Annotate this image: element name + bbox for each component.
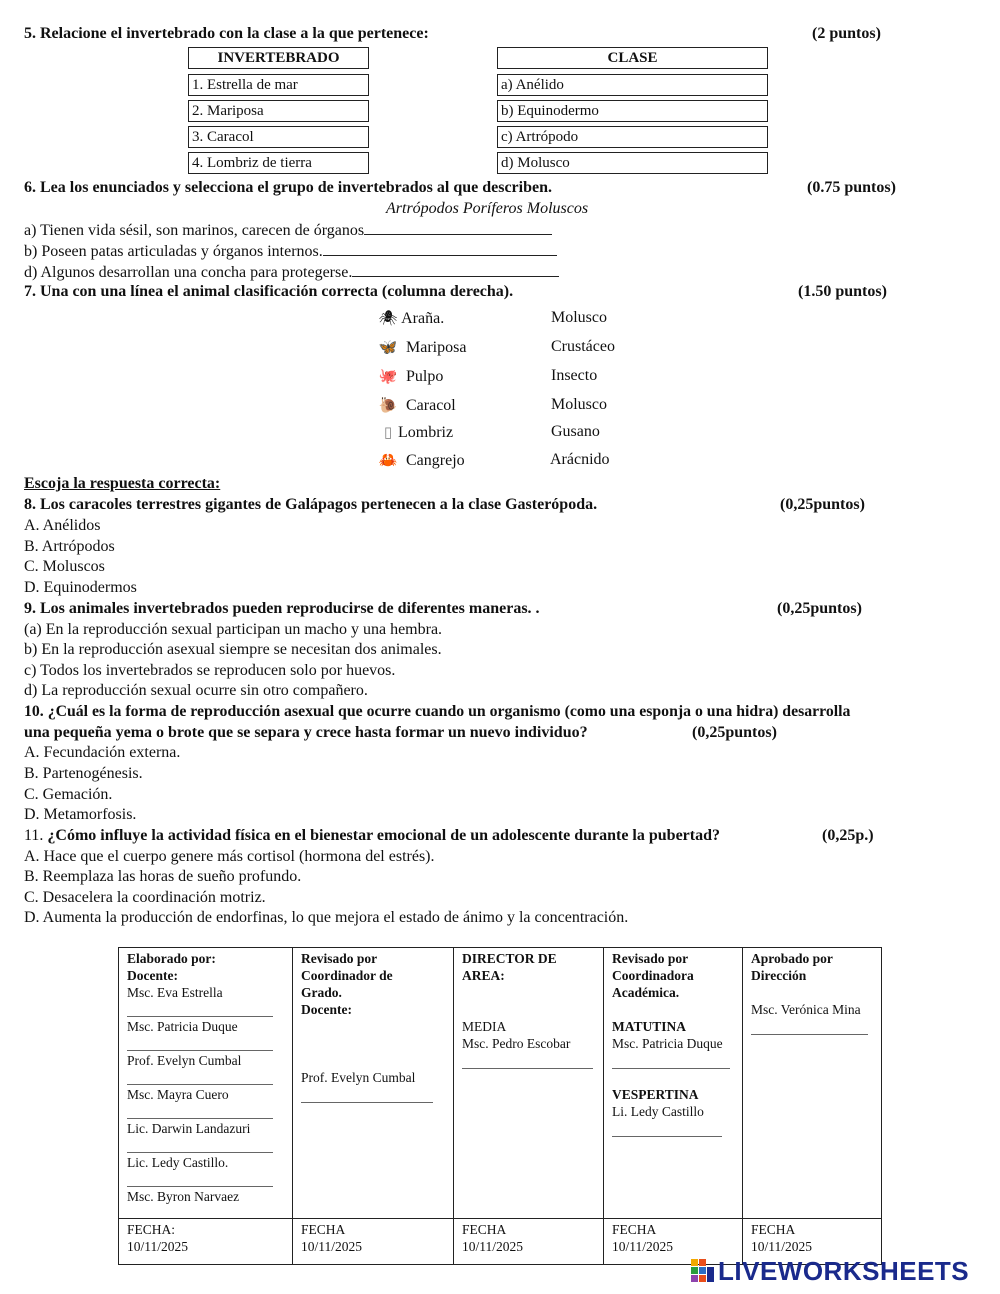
shift-label: VESPERTINA (612, 1087, 699, 1102)
q11-option[interactable]: A. Hace que el cuerpo genere más cortisol (hormona del estrés). (24, 848, 435, 865)
snail-icon: 🐌 (378, 398, 398, 414)
q7-class[interactable]: Gusano (551, 423, 600, 440)
col-heading: Docente: (301, 1002, 352, 1017)
butterfly-icon: 🦋 (378, 340, 398, 356)
fecha-label: FECHA (301, 1222, 346, 1237)
fecha-value: 10/11/2025 (751, 1239, 813, 1254)
shift-label: MATUTINA (612, 1019, 686, 1034)
q5-left-item: 4. Lombriz de tierra (188, 152, 369, 174)
col-heading: Dirección (751, 968, 807, 983)
col-direccion (743, 948, 881, 1264)
fecha-label: FECHA (751, 1222, 796, 1237)
q7-points: (1.50 puntos) (798, 283, 887, 300)
col-heading: Revisado por (301, 951, 378, 966)
fecha-value: 10/11/2025 (462, 1239, 524, 1254)
q7-animal: Lombriz (398, 424, 454, 441)
signature-line (127, 1083, 273, 1085)
q10-points: (0,25puntos) (692, 724, 777, 741)
signature-line (301, 1101, 433, 1103)
q5-right-item: c) Artrópodo (497, 126, 768, 148)
q5-points: (2 puntos) (812, 25, 881, 42)
teacher-name: Msc. Eva Estrella (127, 985, 223, 1000)
q9-option[interactable]: d) La reproducción sexual ocurre sin otro compañero. (24, 682, 368, 699)
worm-icon: ▯ (383, 425, 393, 441)
q7-class[interactable]: Insecto (551, 367, 598, 384)
q10-option[interactable]: A. Fecundación externa. (24, 744, 181, 761)
signer-name: Msc. Verónica Mina (751, 1002, 861, 1017)
q8-points: (0,25puntos) (780, 496, 865, 513)
q7-animal-row[interactable] (378, 423, 453, 442)
q10-option[interactable]: D. Metamorfosis. (24, 806, 137, 823)
col-heading: AREA: (462, 968, 505, 983)
signature-line (127, 1185, 273, 1187)
fecha-value: 10/11/2025 (127, 1239, 189, 1254)
q10-title-line2: una pequeña yema o brote que se separa y crece hasta formar un nuevo individuo? (24, 724, 588, 741)
col-heading: Aprobado por (751, 951, 833, 966)
signer-name: Msc. Pedro Escobar (462, 1036, 571, 1051)
fecha-label: FECHA (612, 1222, 657, 1237)
fecha-label: FECHA (462, 1222, 507, 1237)
q10-option[interactable]: C. Gemación. (24, 786, 113, 803)
q8-option[interactable]: B. Artrópodos (24, 538, 115, 555)
answer-blank[interactable] (364, 220, 552, 235)
q6-item-text: a) Tienen vida sésil, son marinos, carecen de órganos (24, 222, 365, 239)
q5-right-header: CLASE (497, 47, 768, 69)
q7-animal: Cangrejo (406, 452, 465, 469)
signature-line (751, 1033, 868, 1035)
crab-icon: 🦀 (378, 453, 398, 469)
q9-option[interactable]: c) Todos los invertebrados se reproducen solo por huevos. (24, 662, 396, 679)
signer-name: Prof. Evelyn Cumbal (301, 1070, 416, 1085)
col-heading: Coordinador de (301, 968, 393, 983)
signature-line (127, 1117, 273, 1119)
teacher-name: Msc. Mayra Cuero (127, 1087, 229, 1102)
col-heading: DIRECTOR DE (462, 951, 557, 966)
q8-title: 8. Los caracoles terrestres gigantes de Galápagos pertenecen a la clase Gasterópoda. (24, 496, 598, 513)
signature-line (612, 1067, 730, 1069)
q5-title: 5. Relacione el invertebrado con la clase a la que pertenece: (24, 25, 429, 42)
q5-left-item: 3. Caracol (188, 126, 369, 148)
q7-animal: Araña. (401, 310, 445, 327)
q5-left-item: 1. Estrella de mar (188, 74, 369, 96)
fecha-label: FECHA: (127, 1222, 176, 1237)
q7-animal: Caracol (406, 397, 456, 414)
q5-right-item: b) Equinodermo (497, 100, 768, 122)
q7-class[interactable]: Crustáceo (551, 338, 615, 355)
teacher-name: Msc. Byron Narvaez (127, 1189, 240, 1204)
q11-option[interactable]: B. Reemplaza las horas de sueño profundo. (24, 868, 302, 885)
q11-title (24, 827, 720, 845)
q6-options: Artrópodos Poríferos Moluscos (386, 200, 589, 217)
q6-points: (0.75 puntos) (807, 179, 896, 196)
q8-option[interactable]: D. Equinodermos (24, 579, 137, 596)
q6-item-d (24, 262, 559, 282)
q7-animal-row[interactable] (378, 338, 466, 357)
q7-class[interactable]: Molusco (551, 396, 607, 413)
col-heading: Académica. (612, 985, 680, 1000)
signature-line (127, 1049, 273, 1051)
q10-option[interactable]: B. Partenogénesis. (24, 765, 143, 782)
col-elaborado (119, 948, 293, 1264)
teacher-name: Lic. Darwin Landazuri (127, 1121, 251, 1136)
section-title: Escoja la respuesta correcta: (24, 475, 221, 492)
q7-class[interactable]: Molusco (551, 309, 607, 326)
liveworksheets-logo[interactable] (690, 1256, 990, 1286)
col-director-area (454, 948, 604, 1264)
signature-line (127, 1015, 273, 1017)
q7-animal-row[interactable] (378, 451, 465, 470)
q7-animal-row[interactable] (378, 309, 444, 328)
q6-item-text: d) Algunos desarrollan una concha para protegerse. (24, 264, 353, 281)
q11-option[interactable]: D. Aumenta la producción de endorfinas, lo que mejora el estado de ánimo y la concentración. (24, 909, 629, 926)
q6-title: 6. Lea los enunciados y selecciona el grupo de invertebrados al que describen. (24, 179, 552, 196)
col-heading: Elaborado por: (127, 951, 216, 966)
teacher-name: Msc. Patricia Duque (127, 1019, 238, 1034)
signature-table (118, 947, 882, 1265)
signature-line (612, 1135, 722, 1137)
q7-class[interactable]: Arácnido (550, 451, 610, 468)
q6-item-text: b) Poseen patas articuladas y órganos internos. (24, 243, 323, 260)
col-coordinador-grado (293, 948, 454, 1264)
q5-right-item: d) Molusco (497, 152, 768, 174)
col-heading: Grado. (301, 985, 342, 1000)
liveworksheets-logo-icon (690, 1258, 716, 1286)
q6-item-a (24, 220, 552, 240)
q11-points: (0,25p.) (822, 827, 874, 844)
fecha-value: 10/11/2025 (612, 1239, 674, 1254)
col-coordinadora-academica (604, 948, 743, 1264)
q11-question: ¿Cómo influye la actividad física en el bienestar emocional de un adolescente durante la pubertad? (47, 827, 720, 844)
q7-title: 7. Una con una línea el animal clasificación correcta (columna derecha). (24, 283, 514, 300)
q7-animal: Mariposa (406, 339, 467, 356)
liveworksheets-brand-text: LIVEWORKSHEETS (718, 1256, 970, 1286)
signer-name: Msc. Patricia Duque (612, 1036, 723, 1051)
q11-number: 11. (24, 827, 48, 844)
signature-line (127, 1151, 273, 1153)
signature-line (462, 1067, 593, 1069)
q7-animal: Pulpo (406, 368, 444, 385)
q9-points: (0,25puntos) (777, 600, 862, 617)
q5-left-header: INVERTEBRADO (188, 47, 369, 69)
spider-icon: 🕷 (378, 311, 398, 327)
octopus-icon: 🐙 (378, 369, 398, 385)
q5-left-item: 2. Mariposa (188, 100, 369, 122)
q9-option[interactable]: b) En la reproducción asexual siempre se necesitan dos animales. (24, 641, 442, 658)
q10-title-line1: 10. ¿Cuál es la forma de reproducción asexual que ocurre cuando un organismo (como una esponja o una hidra) desarrolla (24, 703, 851, 720)
q7-animal-row[interactable] (378, 396, 456, 415)
q9-option[interactable]: (a) En la reproducción sexual participan un macho y una hembra. (24, 621, 443, 638)
teacher-name: Lic. Ledy Castillo. (127, 1155, 229, 1170)
teacher-name: Prof. Evelyn Cumbal (127, 1053, 242, 1068)
section-label: MEDIA (462, 1019, 507, 1034)
answer-blank[interactable] (323, 241, 557, 256)
q8-option[interactable]: C. Moluscos (24, 558, 105, 575)
q9-title: 9. Los animales invertebrados pueden reproducirse de diferentes maneras. . (24, 600, 540, 617)
q5-right-item: a) Anélido (497, 74, 768, 96)
q8-option[interactable]: A. Anélidos (24, 517, 101, 534)
col-heading: Docente: (127, 968, 178, 983)
q11-option[interactable]: C. Desacelera la coordinación motriz. (24, 889, 266, 906)
q7-animal-row[interactable] (378, 367, 443, 386)
answer-blank[interactable] (352, 262, 559, 277)
col-heading: Coordinadora (612, 968, 694, 983)
q6-item-b (24, 241, 557, 261)
fecha-value: 10/11/2025 (301, 1239, 363, 1254)
col-heading: Revisado por (612, 951, 689, 966)
signer-name: Li. Ledy Castillo (612, 1104, 704, 1119)
